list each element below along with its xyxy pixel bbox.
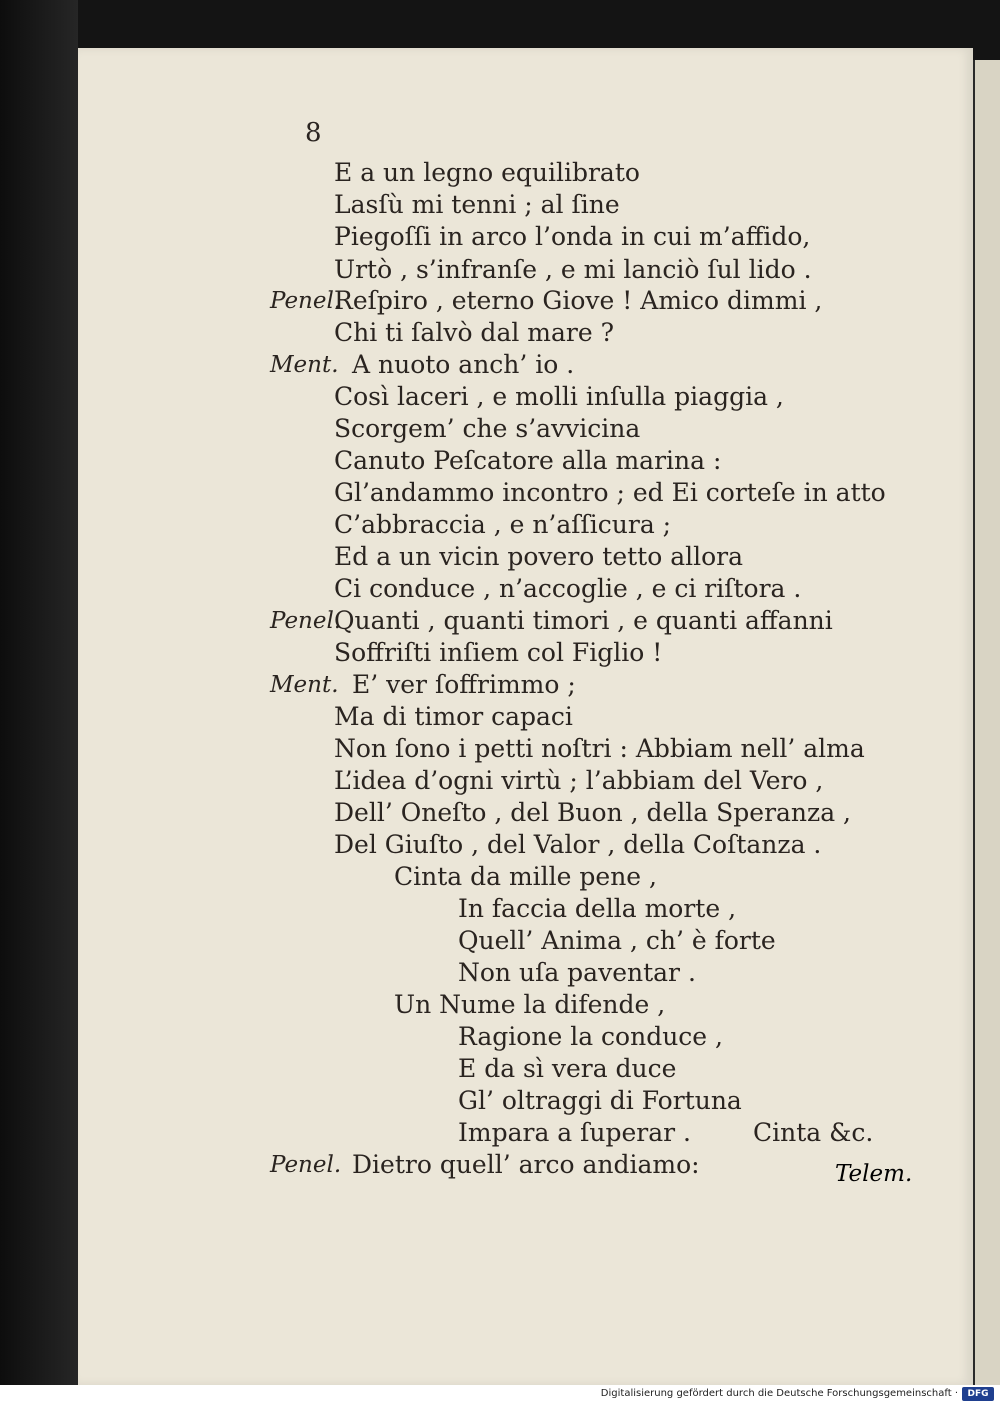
verse-line: Reſpiro , eterno Giove ! Amico dimmi , bbox=[334, 286, 823, 315]
verse-line: E’ ver ſoffrimmo ; bbox=[352, 670, 576, 699]
catchword: Telem. bbox=[835, 1161, 913, 1187]
verse-line: Impara a ſuperar . bbox=[458, 1118, 691, 1147]
verse-line: Quanti , quanti timori , e quanti affanni bbox=[334, 606, 833, 635]
verse-line: Ed a un vicin povero tetto allora bbox=[334, 542, 744, 571]
speaker-label: Ment. bbox=[270, 352, 339, 378]
verse-line: Quell’ Anima , ch’ è forte bbox=[458, 926, 776, 955]
verse-line: Canuto Peſcatore alla marina : bbox=[334, 446, 722, 475]
verse-line: Scorgem’ che s’avvicina bbox=[334, 414, 641, 443]
verse-line: L’idea d’ogni virtù ; l’abbiam del Vero , bbox=[334, 766, 824, 795]
verse-line: Gl’andammo incontro ; ed Ei corteſe in atto bbox=[334, 478, 886, 507]
verse-line: C’abbraccia , e n’aſſicura ; bbox=[334, 510, 672, 539]
verse-line: Piegoſſi in arco l’onda in cui m’affido, bbox=[334, 222, 811, 251]
verse-line: Non uſa paventar . bbox=[458, 958, 696, 987]
verse-line: Cinta da mille pene , bbox=[394, 862, 658, 891]
verse-line: A nuoto anch’ io . bbox=[352, 350, 575, 379]
page-number: 8 bbox=[305, 118, 322, 148]
book-page bbox=[78, 48, 973, 1385]
verse-line: Così laceri , e molli inſulla piaggia , bbox=[334, 382, 784, 411]
verse-line: Dietro quell’ arco andiamo: bbox=[352, 1150, 700, 1179]
facing-page-edge bbox=[973, 60, 1000, 1385]
funding-credit: Digitalisierung gefördert durch die Deutsche Forschungsgemeinschaft · bbox=[600, 1388, 958, 1399]
speaker-label: Penel. bbox=[270, 608, 342, 634]
speaker-label: Ment. bbox=[270, 672, 339, 698]
verse-line: Urtò , s’infranſe , e mi lanciò ſul lido . bbox=[334, 255, 812, 284]
verse-line: Soffriſti inſiem col Figlio ! bbox=[334, 638, 663, 667]
verse-line: Gl’ oltraggi di Fortuna bbox=[458, 1086, 742, 1115]
verse-line: Chi ti ſalvò dal mare ? bbox=[334, 318, 614, 347]
aria-repeat-marker: Cinta &c. bbox=[753, 1118, 874, 1147]
verse-line: Ma di timor capaci bbox=[334, 702, 573, 731]
verse-line: Non ſono i petti noſtri : Abbiam nell’ alma bbox=[334, 734, 865, 763]
verse-line: Un Nume la difende , bbox=[394, 990, 666, 1019]
speaker-label: Penel. bbox=[270, 288, 342, 314]
dfg-logo: DFG bbox=[962, 1387, 994, 1401]
verse-line: Lasſù mi tenni ; al ſine bbox=[334, 190, 620, 219]
verse-line: Dell’ Oneſto , del Buon , della Speranza , bbox=[334, 798, 852, 827]
verse-line: Del Giuſto , del Valor , della Coſtanza . bbox=[334, 830, 822, 859]
speaker-label: Penel. bbox=[270, 1152, 342, 1178]
verse-line: E a un legno equilibrato bbox=[334, 158, 640, 187]
verse-line: Ci conduce , n’accoglie , e ci riſtora . bbox=[334, 574, 802, 603]
verse-line: In faccia della morte , bbox=[458, 894, 737, 923]
verse-line: Ragione la conduce , bbox=[458, 1022, 723, 1051]
verse-line: E da sì vera duce bbox=[458, 1054, 677, 1083]
book-binding-edge bbox=[0, 0, 78, 1385]
